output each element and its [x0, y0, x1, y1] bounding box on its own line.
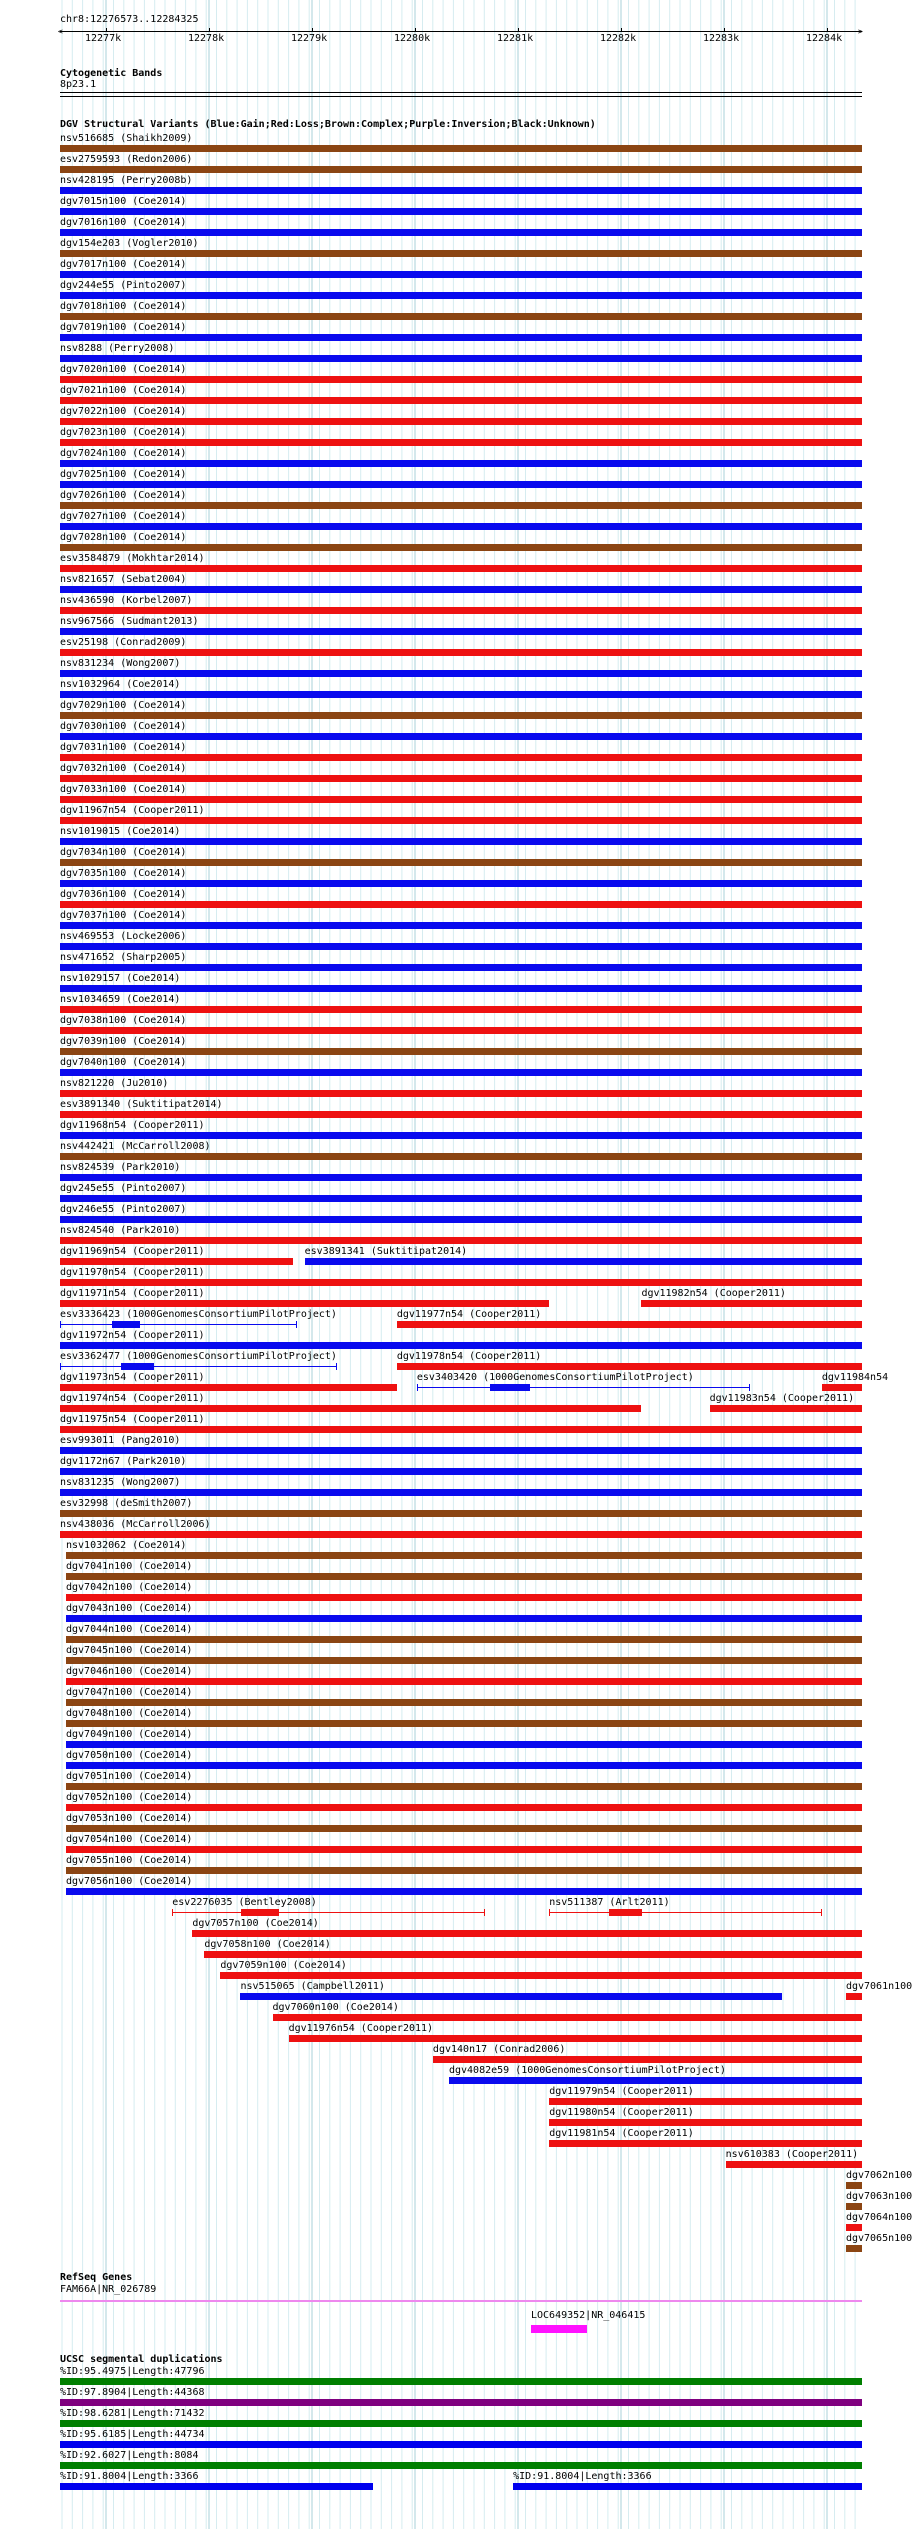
- variant-label[interactable]: dgv11968n54 (Cooper2011): [60, 1120, 205, 1131]
- variant-label[interactable]: nsv824539 (Park2010): [60, 1162, 181, 1173]
- cytoband-line-2: [60, 96, 862, 97]
- ruler-tick: [724, 28, 725, 31]
- variant-bar-loss[interactable]: [60, 397, 862, 404]
- variant-label[interactable]: dgv7032n100 (Coe2014): [60, 763, 187, 774]
- segdup-label[interactable]: %ID:91.8004|Length:3366: [60, 2471, 199, 2482]
- variant-label[interactable]: dgv7030n100 (Coe2014): [60, 721, 187, 732]
- variant-bar-loss[interactable]: [60, 649, 862, 656]
- variant-label[interactable]: esv32998 (deSmith2007): [60, 1498, 193, 1509]
- variant-bar-complex[interactable]: [60, 1048, 862, 1055]
- variant-label[interactable]: dgv7027n100 (Coe2014): [60, 511, 187, 522]
- variant-bar-loss[interactable]: [172, 1912, 485, 1913]
- variant-bar-loss[interactable]: [397, 1363, 862, 1370]
- variant-bar-loss[interactable]: [204, 1951, 862, 1958]
- variant-bar-gain[interactable]: [60, 1195, 862, 1202]
- variant-label[interactable]: dgv11977n54 (Cooper2011): [396, 1309, 542, 1320]
- variant-bar-complex[interactable]: [60, 313, 862, 320]
- variant-bar-gain[interactable]: [66, 1741, 862, 1748]
- variant-bar-gain[interactable]: [60, 1324, 297, 1325]
- variant-bar-complex[interactable]: [846, 2203, 862, 2210]
- segdup-track-title: UCSC segmental duplications: [60, 2354, 223, 2365]
- variant-bar-loss[interactable]: [60, 1300, 549, 1307]
- variant-bar-loss[interactable]: [60, 1405, 641, 1412]
- variant-label[interactable]: dgv7024n100 (Coe2014): [60, 448, 187, 459]
- variant-bar-loss[interactable]: [60, 1279, 862, 1286]
- variant-label[interactable]: dgv140n17 (Conrad2006): [432, 2044, 566, 2055]
- variant-label[interactable]: dgv7058n100 (Coe2014): [204, 1939, 331, 1950]
- variant-label[interactable]: esv2276035 (Bentley2008): [172, 1897, 317, 1908]
- variant-bar-complex[interactable]: [66, 1636, 862, 1643]
- variant-bar-complex[interactable]: [60, 1510, 862, 1517]
- variant-bar-gain[interactable]: [60, 964, 862, 971]
- variant-bar-loss[interactable]: [60, 1090, 862, 1097]
- variant-label[interactable]: dgv7026n100 (Coe2014): [60, 490, 187, 501]
- variant-label[interactable]: dgv7053n100 (Coe2014): [66, 1813, 193, 1824]
- variant-label[interactable]: dgv7052n100 (Coe2014): [66, 1792, 193, 1803]
- variant-bar-gain[interactable]: [60, 271, 862, 278]
- variant-bar-complex[interactable]: [66, 1720, 862, 1727]
- variant-bar-complex[interactable]: [60, 1153, 862, 1160]
- variant-label[interactable]: nsv515065 (Campbell2011): [240, 1981, 385, 1992]
- variant-label[interactable]: nsv469553 (Locke2006): [60, 931, 187, 942]
- variant-label[interactable]: dgv7051n100 (Coe2014): [66, 1771, 193, 1782]
- variant-bar-gain[interactable]: [60, 586, 862, 593]
- variant-bar-complex[interactable]: [60, 166, 862, 173]
- segdup-label[interactable]: %ID:92.6027|Length:8084: [60, 2450, 199, 2461]
- variant-bar-gain[interactable]: [60, 838, 862, 845]
- variant-label[interactable]: nsv436590 (Korbel2007): [60, 595, 193, 606]
- variant-bar-complex[interactable]: [60, 712, 862, 719]
- variant-bar-loss[interactable]: [273, 2014, 862, 2021]
- ruler-tick: [518, 28, 519, 31]
- variant-label[interactable]: esv3891340 (Suktitipat2014): [60, 1099, 223, 1110]
- variant-label[interactable]: dgv11984n54: [821, 1372, 889, 1383]
- variant-bar-loss[interactable]: [60, 1111, 862, 1118]
- variant-label[interactable]: dgv11983n54 (Cooper2011): [709, 1393, 855, 1404]
- variant-bar-gain[interactable]: [417, 1387, 750, 1388]
- variant-bar-loss[interactable]: [549, 2140, 862, 2147]
- segdup-bar[interactable]: [60, 2420, 862, 2427]
- variant-label[interactable]: nsv511387 (Arlt2011): [549, 1897, 670, 1908]
- variant-label[interactable]: nsv1032062 (Coe2014): [66, 1540, 187, 1551]
- variant-bar-gain[interactable]: [66, 1888, 862, 1895]
- variant-bar-loss[interactable]: [397, 1321, 862, 1328]
- variant-label[interactable]: nsv442421 (McCarroll2008): [60, 1141, 211, 1152]
- gene-track-fam66a[interactable]: [60, 2300, 862, 2302]
- variant-bar-loss[interactable]: [192, 1930, 862, 1937]
- variant-bar-loss[interactable]: [220, 1972, 862, 1979]
- variant-bar-gain[interactable]: [60, 334, 862, 341]
- variant-bar-loss[interactable]: [66, 1804, 862, 1811]
- ruler-tick-label: 12279k: [291, 33, 328, 44]
- cytoband-track-title: Cytogenetic Bands: [60, 68, 163, 79]
- variant-label[interactable]: dgv11976n54 (Cooper2011): [288, 2023, 434, 2034]
- variant-label[interactable]: dgv246e55 (Pinto2007): [60, 1204, 187, 1215]
- refseq-track-title: RefSeq Genes: [60, 2272, 133, 2283]
- variant-label[interactable]: dgv7050n100 (Coe2014): [66, 1750, 193, 1761]
- variant-bar-loss[interactable]: [846, 2224, 862, 2231]
- variant-bar-loss[interactable]: [641, 1300, 862, 1307]
- variant-label[interactable]: dgv11973n54 (Cooper2011): [60, 1372, 205, 1383]
- variant-bar-gain[interactable]: [60, 355, 862, 362]
- variant-bar-gain[interactable]: [60, 460, 862, 467]
- variant-label[interactable]: dgv7020n100 (Coe2014): [60, 364, 187, 375]
- variant-bar-loss[interactable]: [60, 1384, 397, 1391]
- variant-bar-loss[interactable]: [60, 1258, 293, 1265]
- segdup-label[interactable]: %ID:97.8904|Length:44368: [60, 2387, 205, 2398]
- variant-bar-gain[interactable]: [60, 670, 862, 677]
- variant-label[interactable]: dgv11971n54 (Cooper2011): [60, 1288, 205, 1299]
- variant-label[interactable]: nsv1032964 (Coe2014): [60, 679, 181, 690]
- variant-label[interactable]: esv3584879 (Mokhtar2014): [60, 553, 205, 564]
- variant-bar-loss[interactable]: [60, 1426, 862, 1433]
- variant-label[interactable]: dgv7057n100 (Coe2014): [192, 1918, 319, 1929]
- variant-label[interactable]: esv3403420 (1000GenomesConsortiumPilotProject): [416, 1372, 694, 1383]
- cytoband-line: [60, 92, 862, 93]
- variant-bar-loss[interactable]: [433, 2056, 862, 2063]
- segdup-label[interactable]: %ID:95.6185|Length:44734: [60, 2429, 205, 2440]
- variant-bar-loss[interactable]: [60, 817, 862, 824]
- variant-bar-gain[interactable]: [305, 1258, 862, 1265]
- variant-label[interactable]: nsv610383 (Cooper2011): [725, 2149, 859, 2160]
- variant-bar-loss[interactable]: [60, 439, 862, 446]
- variant-bar-complex[interactable]: [66, 1699, 862, 1706]
- ruler-tick-label: 12281k: [497, 33, 534, 44]
- segdup-bar[interactable]: [60, 2462, 862, 2469]
- variant-label[interactable]: nsv1034659 (Coe2014): [60, 994, 181, 1005]
- variant-bar-loss[interactable]: [66, 1846, 862, 1853]
- variant-label[interactable]: dgv154e203 (Vogler2010): [60, 238, 199, 249]
- variant-label[interactable]: dgv11975n54 (Cooper2011): [60, 1414, 205, 1425]
- variant-label[interactable]: nsv516685 (Shaikh2009): [60, 133, 193, 144]
- variant-label[interactable]: nsv471652 (Sharp2005): [60, 952, 187, 963]
- variant-label[interactable]: dgv7047n100 (Coe2014): [66, 1687, 193, 1698]
- gene-bar-loc649352[interactable]: [531, 2325, 587, 2333]
- segdup-bar[interactable]: [60, 2441, 862, 2448]
- ruler-tick-label: 12280k: [394, 33, 431, 44]
- ruler-tick: [621, 28, 622, 31]
- variant-label[interactable]: dgv7042n100 (Coe2014): [66, 1582, 193, 1593]
- variant-label[interactable]: dgv7046n100 (Coe2014): [66, 1666, 193, 1677]
- variant-bar-gain[interactable]: [240, 1993, 781, 2000]
- variant-label[interactable]: nsv824540 (Park2010): [60, 1225, 181, 1236]
- variant-bar-gain[interactable]: [60, 229, 862, 236]
- variant-label[interactable]: dgv7054n100 (Coe2014): [66, 1834, 193, 1845]
- variant-bar-gain[interactable]: [60, 922, 862, 929]
- variant-bar-gain[interactable]: [60, 691, 862, 698]
- variant-bar-loss[interactable]: [66, 1678, 862, 1685]
- variant-bar-loss[interactable]: [60, 1006, 862, 1013]
- variant-label[interactable]: dgv7033n100 (Coe2014): [60, 784, 187, 795]
- variant-label[interactable]: esv3336423 (1000GenomesConsortiumPilotProject): [60, 1309, 337, 1320]
- variant-label[interactable]: dgv7044n100 (Coe2014): [66, 1624, 193, 1635]
- variant-label[interactable]: dgv7040n100 (Coe2014): [60, 1057, 187, 1068]
- variant-label[interactable]: dgv7037n100 (Coe2014): [60, 910, 187, 921]
- segdup-bar[interactable]: [60, 2399, 862, 2406]
- variant-label[interactable]: dgv7034n100 (Coe2014): [60, 847, 187, 858]
- variant-bar-gain[interactable]: [66, 1615, 862, 1622]
- coordinate-ruler: [0, 0, 890, 60]
- variant-bar-loss[interactable]: [60, 565, 862, 572]
- variant-label[interactable]: dgv11967n54 (Cooper2011): [60, 805, 205, 816]
- variant-label[interactable]: dgv7025n100 (Coe2014): [60, 469, 187, 480]
- variant-label[interactable]: dgv7035n100 (Coe2014): [60, 868, 187, 879]
- variant-label[interactable]: dgv7055n100 (Coe2014): [66, 1855, 193, 1866]
- variant-bar-loss[interactable]: [549, 1912, 822, 1913]
- variant-bar-gain[interactable]: [60, 1342, 862, 1349]
- variant-bar-complex[interactable]: [60, 250, 862, 257]
- gene-label-fam66a[interactable]: FAM66A|NR_026789: [60, 2284, 157, 2295]
- variant-label[interactable]: dgv7022n100 (Coe2014): [60, 406, 187, 417]
- variant-bar-loss[interactable]: [726, 2161, 862, 2168]
- variant-label[interactable]: nsv1029157 (Coe2014): [60, 973, 181, 984]
- variant-bar-loss[interactable]: [66, 1594, 862, 1601]
- variant-bar-loss[interactable]: [60, 607, 862, 614]
- variant-label[interactable]: dgv7039n100 (Coe2014): [60, 1036, 187, 1047]
- variant-label[interactable]: dgv7062n100: [845, 2170, 912, 2181]
- ruler-line: [60, 31, 862, 32]
- variant-bar-loss[interactable]: [710, 1405, 862, 1412]
- variant-label[interactable]: dgv11969n54 (Cooper2011): [60, 1246, 205, 1257]
- variant-bar-loss[interactable]: [60, 1531, 862, 1538]
- variant-bar-complex[interactable]: [60, 859, 862, 866]
- segdup-bar[interactable]: [60, 2378, 862, 2385]
- segdup-bar[interactable]: [60, 2483, 373, 2490]
- variant-label[interactable]: dgv7019n100 (Coe2014): [60, 322, 187, 333]
- variant-label[interactable]: dgv11974n54 (Cooper2011): [60, 1393, 205, 1404]
- variant-bar-gain[interactable]: [449, 2077, 862, 2084]
- variant-bar-complex[interactable]: [66, 1573, 862, 1580]
- variant-label[interactable]: nsv821220 (Ju2010): [60, 1078, 169, 1089]
- variant-bar-gain[interactable]: [60, 1174, 862, 1181]
- variant-bar-complex[interactable]: [66, 1825, 862, 1832]
- variant-bar-loss[interactable]: [60, 418, 862, 425]
- ruler-tick-label: 12278k: [188, 33, 225, 44]
- variant-label[interactable]: esv25198 (Conrad2009): [60, 637, 187, 648]
- variant-label[interactable]: dgv7064n100: [845, 2212, 912, 2223]
- ruler-tick-label: 12284k: [806, 33, 843, 44]
- variant-bar-gain[interactable]: [60, 880, 862, 887]
- gene-label-loc649352[interactable]: LOC649352|NR_046415: [531, 2310, 646, 2321]
- variant-label[interactable]: dgv11972n54 (Cooper2011): [60, 1330, 205, 1341]
- variant-bar-complex[interactable]: [66, 1657, 862, 1664]
- ruler-tick: [209, 28, 210, 31]
- variant-bar-gain[interactable]: [60, 1447, 862, 1454]
- ruler-right-arrow: >: [858, 27, 863, 36]
- variant-bar-gain[interactable]: [60, 481, 862, 488]
- variant-bar-gain[interactable]: [60, 1132, 862, 1139]
- variant-label[interactable]: dgv7056n100 (Coe2014): [66, 1876, 193, 1887]
- variant-bar-loss[interactable]: [822, 1384, 862, 1391]
- variant-label[interactable]: dgv7029n100 (Coe2014): [60, 700, 187, 711]
- variant-label[interactable]: dgv7045n100 (Coe2014): [66, 1645, 193, 1656]
- variant-label[interactable]: esv3891341 (Suktitipat2014): [304, 1246, 468, 1257]
- variant-bar-complex[interactable]: [60, 544, 862, 551]
- variant-label[interactable]: dgv11978n54 (Cooper2011): [396, 1351, 542, 1362]
- variant-bar-gain[interactable]: [60, 733, 862, 740]
- variant-bar-gain[interactable]: [60, 1216, 862, 1223]
- variant-label[interactable]: dgv7021n100 (Coe2014): [60, 385, 187, 396]
- cytoband-label: 8p23.1: [60, 79, 97, 90]
- segdup-bar[interactable]: [513, 2483, 862, 2490]
- variant-bar-gain[interactable]: [60, 523, 862, 530]
- variant-bar-complex[interactable]: [846, 2245, 862, 2252]
- variant-label[interactable]: dgv11970n54 (Cooper2011): [60, 1267, 205, 1278]
- ruler-tick: [415, 28, 416, 31]
- variant-label[interactable]: nsv8288 (Perry2008): [60, 343, 175, 354]
- variant-label[interactable]: nsv821657 (Sebat2004): [60, 574, 187, 585]
- variant-label[interactable]: dgv7036n100 (Coe2014): [60, 889, 187, 900]
- variant-label[interactable]: dgv7061n100: [845, 1981, 912, 1992]
- variant-label[interactable]: dgv7049n100 (Coe2014): [66, 1729, 193, 1740]
- variant-label[interactable]: nsv967566 (Sudmant2013): [60, 616, 199, 627]
- variant-label[interactable]: dgv7028n100 (Coe2014): [60, 532, 187, 543]
- variant-bar-loss[interactable]: [60, 775, 862, 782]
- variant-bar-gain[interactable]: [60, 1069, 862, 1076]
- variant-label[interactable]: dgv7048n100 (Coe2014): [66, 1708, 193, 1719]
- ruler-tick-label: 12282k: [600, 33, 637, 44]
- variant-bar-gain[interactable]: [60, 292, 862, 299]
- variant-bar-gain[interactable]: [60, 985, 862, 992]
- variant-bar-gain[interactable]: [60, 1366, 337, 1367]
- variant-label[interactable]: esv2759593 (Redon2006): [60, 154, 193, 165]
- variant-bar-complex[interactable]: [66, 1552, 862, 1559]
- variant-bar-gain[interactable]: [60, 1489, 862, 1496]
- segdup-label[interactable]: %ID:98.6281|Length:71432: [60, 2408, 205, 2419]
- variant-label[interactable]: dgv7041n100 (Coe2014): [66, 1561, 193, 1572]
- variant-bar-loss[interactable]: [60, 754, 862, 761]
- ruler-left-arrow: <: [58, 27, 63, 36]
- ruler-tick: [312, 28, 313, 31]
- variant-label[interactable]: dgv7018n100 (Coe2014): [60, 301, 187, 312]
- variant-label[interactable]: dgv4082e59 (1000GenomesConsortiumPilotProject): [448, 2065, 726, 2076]
- variant-bar-gain[interactable]: [60, 628, 862, 635]
- variant-bar-gain[interactable]: [66, 1762, 862, 1769]
- variant-bar-loss[interactable]: [60, 1027, 862, 1034]
- variant-label[interactable]: dgv245e55 (Pinto2007): [60, 1183, 187, 1194]
- variant-label[interactable]: dgv7043n100 (Coe2014): [66, 1603, 193, 1614]
- variant-label[interactable]: dgv11980n54 (Cooper2011): [549, 2107, 694, 2118]
- variant-label[interactable]: dgv7023n100 (Coe2014): [60, 427, 187, 438]
- variant-bar-loss[interactable]: [60, 901, 862, 908]
- segdup-label[interactable]: %ID:95.4975|Length:47796: [60, 2366, 205, 2377]
- ruler-tick-label: 12283k: [703, 33, 740, 44]
- variant-bar-gain[interactable]: [60, 1468, 862, 1475]
- variant-bar-gain[interactable]: [60, 943, 862, 950]
- variant-bar-complex[interactable]: [846, 2182, 862, 2189]
- variant-bar-complex[interactable]: [60, 145, 862, 152]
- position-label: chr8:12276573..12284325: [60, 14, 199, 25]
- variant-label[interactable]: nsv831234 (Wong2007): [60, 658, 181, 669]
- variant-label[interactable]: esv3362477 (1000GenomesConsortiumPilotProject): [60, 1351, 337, 1362]
- variant-label[interactable]: nsv438036 (McCarroll2006): [60, 1519, 211, 1530]
- variant-label[interactable]: dgv1172n67 (Park2010): [60, 1456, 187, 1467]
- variant-label[interactable]: dgv7059n100 (Coe2014): [220, 1960, 347, 1971]
- variant-bar-gain[interactable]: [60, 187, 862, 194]
- ruler-tick: [827, 28, 828, 31]
- segdup-label[interactable]: %ID:91.8004|Length:3366: [513, 2471, 652, 2482]
- dgv-track-title: DGV Structural Variants (Blue:Gain;Red:Loss;Brown:Complex;Purple:Inversion;Black:Unknown): [60, 119, 596, 130]
- variant-bar-gain[interactable]: [60, 208, 862, 215]
- variant-bar-loss[interactable]: [846, 1993, 862, 2000]
- variant-bar-complex[interactable]: [66, 1783, 862, 1790]
- variant-label[interactable]: dgv7015n100 (Coe2014): [60, 196, 187, 207]
- variant-label[interactable]: nsv831235 (Wong2007): [60, 1477, 181, 1488]
- variant-label[interactable]: nsv428195 (Perry2008b): [60, 175, 193, 186]
- variant-label[interactable]: dgv244e55 (Pinto2007): [60, 280, 187, 291]
- variant-label[interactable]: dgv7065n100: [845, 2233, 912, 2244]
- variant-label[interactable]: dgv11981n54 (Cooper2011): [549, 2128, 694, 2139]
- variant-label[interactable]: dgv7038n100 (Coe2014): [60, 1015, 187, 1026]
- variant-label[interactable]: dgv11982n54 (Cooper2011): [641, 1288, 786, 1299]
- variant-label[interactable]: nsv1019015 (Coe2014): [60, 826, 181, 837]
- variant-bar-loss[interactable]: [289, 2035, 862, 2042]
- variant-bar-complex[interactable]: [66, 1867, 862, 1874]
- variant-bar-loss[interactable]: [549, 2098, 862, 2105]
- variant-label[interactable]: dgv7063n100: [845, 2191, 912, 2202]
- variant-bar-complex[interactable]: [60, 502, 862, 509]
- variant-label[interactable]: esv993011 (Pang2010): [60, 1435, 181, 1446]
- variant-bar-loss[interactable]: [60, 796, 862, 803]
- variant-label[interactable]: dgv7060n100 (Coe2014): [272, 2002, 399, 2013]
- variant-bar-loss[interactable]: [60, 1237, 862, 1244]
- variant-bar-loss[interactable]: [549, 2119, 862, 2126]
- variant-label[interactable]: dgv7017n100 (Coe2014): [60, 259, 187, 270]
- ruler-tick-label: 12277k: [85, 33, 122, 44]
- variant-label[interactable]: dgv11979n54 (Cooper2011): [549, 2086, 694, 2097]
- variant-label[interactable]: dgv7016n100 (Coe2014): [60, 217, 187, 228]
- variant-bar-loss[interactable]: [60, 376, 862, 383]
- variant-label[interactable]: dgv7031n100 (Coe2014): [60, 742, 187, 753]
- ruler-tick: [106, 28, 107, 31]
